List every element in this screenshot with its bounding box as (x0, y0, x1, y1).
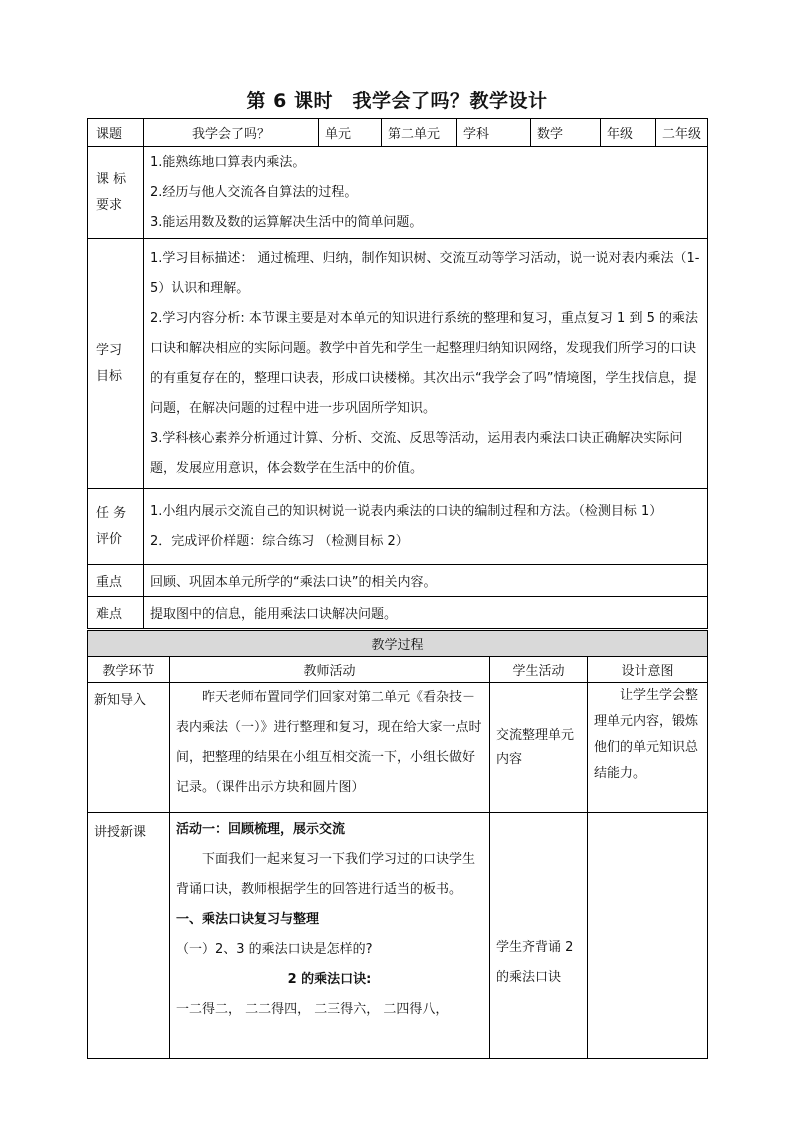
grade-label: 年级 (601, 119, 656, 147)
standards-item: 3.能运用数及数的运算解决生活中的简单问题。 (150, 214, 423, 230)
objectives-paragraph: 3.学科核心素养分析通过计算、分析、交流、反思等活动，运用表内乘法口诀正确解决实际问题，发展应用意识，体会数学在生活中的价值。 (150, 430, 683, 476)
lesson-label: 课题 (88, 119, 144, 147)
header-stage: 教学环节 (88, 657, 170, 683)
process-row-intro (88, 683, 708, 813)
tasks-content (144, 489, 708, 565)
objectives-label (88, 239, 144, 489)
subject-value: 数学 (531, 119, 601, 147)
lesson-info-table (87, 118, 708, 629)
subject-label: 学科 (457, 119, 531, 147)
header-teacher: 教师活动 (170, 657, 490, 683)
process-header-row (88, 657, 708, 683)
process-row-new-lesson (88, 813, 708, 1059)
document-title: 第 6 课时 我学会了吗？教学设计 (246, 90, 548, 112)
unit-label: 单元 (319, 119, 382, 147)
subsection-heading: 2 的乘法口诀: (287, 972, 372, 987)
section-question: （一）2、3 的乘法口诀是怎样的? (176, 942, 373, 957)
teacher-activity-cell (170, 813, 490, 1059)
activity-intro: 下面我们一起来复习一下我们学习过的口诀学生背诵口诀，教师根据学生的回答进行适当的板书。 (176, 852, 476, 897)
standards-label (88, 147, 144, 239)
process-title: 教学过程 (88, 631, 708, 657)
tasks-label-bottom: 评价 (96, 531, 123, 547)
standards-item: 2.经历与他人交流各自算法的过程。 (150, 184, 358, 200)
objectives-paragraph: 1.学习目标描述： 通过梳理、归纳，制作知识树、交流互动等学习活动，说一说对表内乘法（1-5）认识和理解。 (150, 250, 700, 296)
tasks-item: 2．完成评价样题：综合练习 （检测目标 2） (150, 533, 409, 549)
section-heading: 一、乘法口诀复习与整理 (176, 912, 320, 927)
difficulty-text: 提取图中的信息，能用乘法口诀解决问题。 (144, 597, 708, 629)
student-activity-cell: 交流整理单元内容 (490, 683, 588, 813)
standards-label-top: 课 标 (96, 171, 127, 187)
standards-row (88, 147, 708, 239)
activity-heading: 活动一：回顾梳理，展示交流 (176, 822, 346, 837)
difficulty-label: 难点 (88, 597, 144, 629)
objectives-label-bottom: 目标 (96, 368, 123, 384)
student-activity-cell: 学生齐背诵 2 的乘法口诀 (490, 813, 588, 1059)
key-point-label: 重点 (88, 565, 144, 597)
process-title-row (88, 631, 708, 657)
standards-label-bottom: 要求 (96, 197, 123, 213)
info-row (88, 119, 708, 147)
objectives-content (144, 239, 708, 489)
objectives-row (88, 239, 708, 489)
stage-cell: 新知导入 (88, 683, 170, 813)
tasks-row (88, 489, 708, 565)
objectives-label-top: 学习 (96, 342, 123, 358)
difficulty-row (88, 597, 708, 629)
stage-cell: 讲授新课 (88, 813, 170, 1059)
key-point-row (88, 565, 708, 597)
multiplication-rhyme: 一二得二， 二二得四， 二三得六， 二四得八， (176, 1002, 449, 1017)
header-intent: 设计意图 (588, 657, 708, 683)
header-student: 学生活动 (490, 657, 588, 683)
tasks-label (88, 489, 144, 565)
tasks-item: 1.小组内展示交流自己的知识树说一说表内乘法的口诀的编制过程和方法。（检测目标 1） (150, 503, 663, 519)
standards-content (144, 147, 708, 239)
tasks-label-top: 任 务 (96, 505, 127, 521)
key-point-text: 回顾、巩固本单元所学的“乘法口诀”的相关内容。 (144, 565, 708, 597)
objectives-paragraph: 2.学习内容分析: 本节课主要是对本单元的知识进行系统的整理和复习，重点复习 1 到 5 的乘法口诀和解决相应的实际问题。教学中首先和学生一起整理归纳知识网络，发现我们所学习的口诀的有重复存在的，整理口诀表，形成口诀楼梯。其次出示“我学会了吗”情境图，学生找信息，提问题，在解决问题的过程中进一步巩固所学知识。 (150, 310, 698, 416)
design-intent-cell (588, 813, 708, 1059)
unit-value: 第二单元 (382, 119, 457, 147)
standards-item: 1.能熟练地口算表内乘法。 (150, 154, 306, 170)
design-intent-cell: 让学生学会整理单元内容，锻炼他们的单元知识总结能力。 (588, 683, 708, 813)
teaching-process-table (87, 630, 708, 1059)
grade-value: 二年级 (656, 119, 708, 147)
teacher-activity-cell: 昨天老师布置同学们回家对第二单元《看杂技－表内乘法（一）》进行整理和复习，现在给大家一点时间，把整理的结果在小组互相交流一下，小组长做好记录。（课件出示方块和圆片图） (170, 683, 490, 813)
lesson-value: 我学会了吗？ (144, 119, 319, 147)
